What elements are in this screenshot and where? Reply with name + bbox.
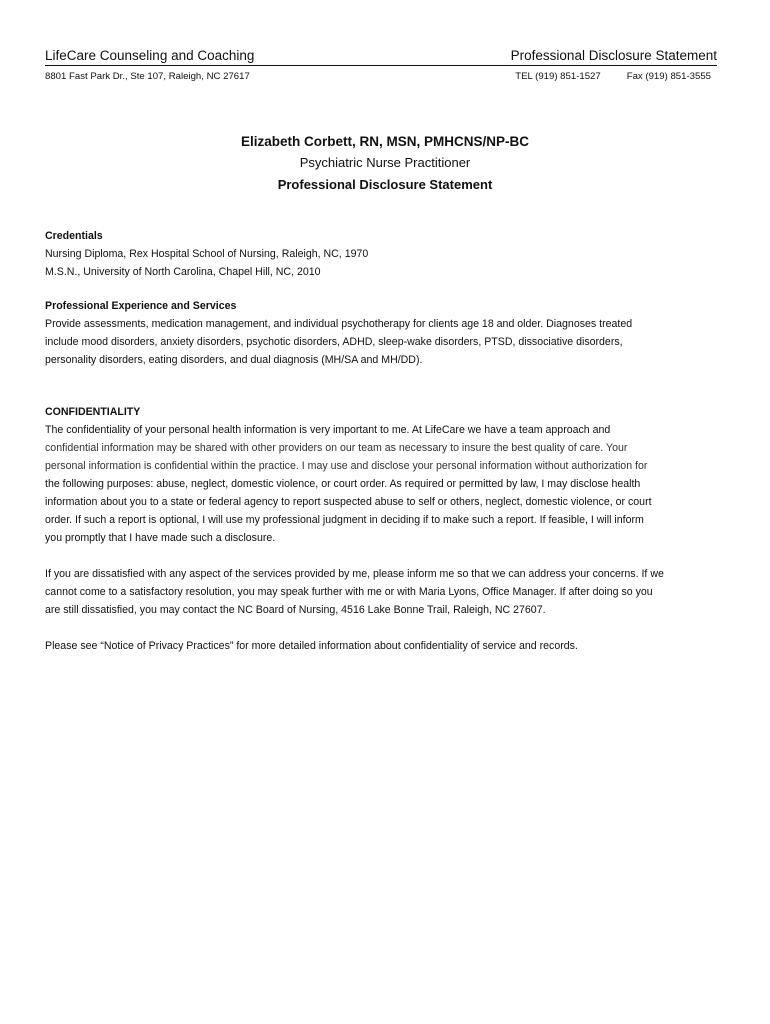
experience-line: personality disorders, eating disorders, and dual diagnosis (MH/SA and MH/DD).: [45, 354, 423, 366]
contact-numbers: [515, 71, 711, 83]
experience-line: Provide assessments, medication management, and individual psychotherapy for clients age 18 and older. Diagnoses treated: [45, 318, 633, 330]
page-header: [45, 47, 717, 83]
header-doc-label: Professional Disclosure Statement: [510, 48, 717, 63]
credentials-heading: Credentials: [45, 230, 103, 242]
fax-number: Fax (919) 851-3555: [626, 71, 711, 82]
privacy-practices-note: Please see “Notice of Privacy Practices” for more detailed information about confidentiality of service and records.: [45, 640, 578, 652]
dissatisfied-line: If you are dissatisfied with any aspect of the services provided by me, please inform me so that we can address your concerns. If we: [45, 568, 664, 580]
credentials-section: [45, 227, 725, 281]
confidentiality-line: The confidentiality of your personal health information is very important to me. At LifeCare we have a team approach and: [45, 424, 611, 436]
document-body: [45, 227, 725, 655]
practitioner-role: Psychiatric Nurse Practitioner: [299, 155, 471, 170]
confidentiality-line: you promptly that I have made such a disclosure.: [45, 532, 276, 544]
confidentiality-heading: CONFIDENTIALITY: [45, 406, 141, 418]
org-name: LifeCare Counseling and Coaching: [45, 48, 255, 63]
credential-line: Nursing Diploma, Rex Hospital School of Nursing, Raleigh, NC, 1970: [45, 248, 369, 260]
credential-line: M.S.N., University of North Carolina, Chapel Hill, NC, 2010: [45, 266, 321, 278]
org-address: 8801 Fast Park Dr., Ste 107, Raleigh, NC 27617: [45, 71, 250, 82]
experience-line: include mood disorders, anxiety disorders, psychotic disorders, ADHD, sleep-wake disorders, PTSD, dissociative disorders,: [45, 336, 623, 348]
practitioner-name: Elizabeth Corbett, RN, MSN, PMHCNS/NP-BC: [240, 134, 529, 149]
dissatisfied-line: are still dissatisfied, you may contact the NC Board of Nursing, 4516 Lake Bonne Trail, Raleigh, NC 27607.: [45, 604, 546, 616]
experience-heading: Professional Experience and Services: [45, 300, 237, 312]
confidentiality-line: information about you to a state or federal agency to report suspected abuse to self or others, neglect, domestic violence, or court: [45, 496, 652, 508]
dissatisfied-section: [45, 565, 725, 619]
confidentiality-section: [45, 403, 725, 547]
dissatisfied-line: cannot come to a satisfactory resolution, you may speak further with me or with Maria Lyons, Office Manager. If after doing so you: [45, 586, 653, 598]
document-title: Professional Disclosure Statement: [277, 177, 493, 192]
experience-section: [45, 297, 725, 369]
tel-number: TEL (919) 851-1527: [515, 71, 601, 82]
confidentiality-line: order. If such a report is optional, I will use my professional judgment in deciding if to make such a report. If feasible, I will inform: [45, 514, 644, 526]
confidentiality-line: the following purposes: abuse, neglect, domestic violence, or court order. As required or permitted by law, I may disclose health: [45, 478, 641, 490]
header-contact-row: [45, 71, 717, 83]
header-top-row: [45, 47, 717, 66]
title-block: [0, 132, 770, 196]
confidentiality-line: personal information is confidential within the practice. I may use and disclose your personal information without authorization for: [45, 460, 648, 472]
confidentiality-line: confidential information may be shared with other providers on our team as necessary to insure the best quality of care. Your: [45, 442, 628, 454]
